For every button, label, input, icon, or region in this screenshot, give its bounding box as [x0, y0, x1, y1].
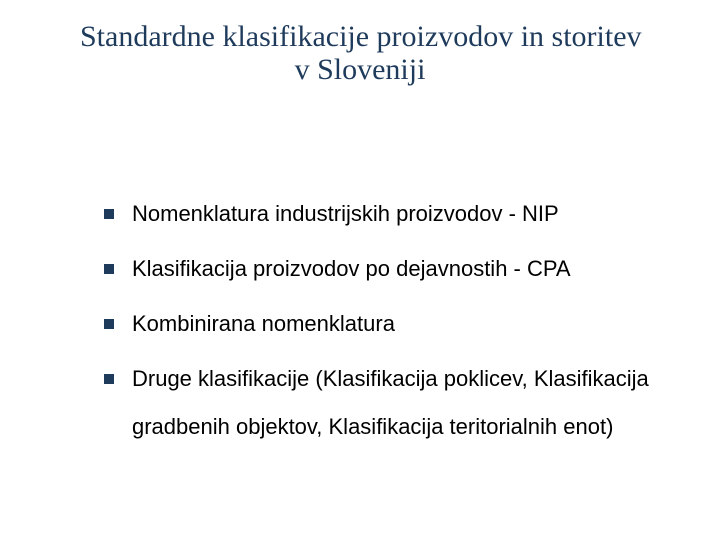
bullet-text: Nomenklatura industrijskih proizvodov - NIP [132, 201, 559, 226]
bullet-text: Klasifikacija proizvodov po dejavnostih - CPA [132, 256, 571, 281]
slide-title-line-2: v Sloveniji [294, 53, 426, 86]
square-bullet-icon [104, 209, 114, 219]
bullet-item-kn [104, 306, 704, 342]
bullet-text-line-2: gradbenih objektov, Klasifikacija teritorialnih enot) [132, 414, 614, 439]
slide-title [80, 20, 640, 86]
bullet-list [104, 196, 704, 470]
square-bullet-icon [104, 264, 114, 274]
slide-title-line-1: Standardne klasifikacije proizvodov in storitev [80, 20, 642, 53]
bullet-item-other [104, 355, 704, 451]
bullet-text-line-1: Druge klasifikacije (Klasifikacija poklicev, Klasifikacija [132, 366, 649, 391]
square-bullet-icon [104, 319, 114, 329]
square-bullet-icon [104, 374, 114, 384]
bullet-item-cpa [104, 251, 704, 287]
bullet-text: Kombinirana nomenklatura [132, 311, 395, 336]
bullet-text [132, 355, 704, 451]
bullet-item-nip [104, 196, 704, 232]
